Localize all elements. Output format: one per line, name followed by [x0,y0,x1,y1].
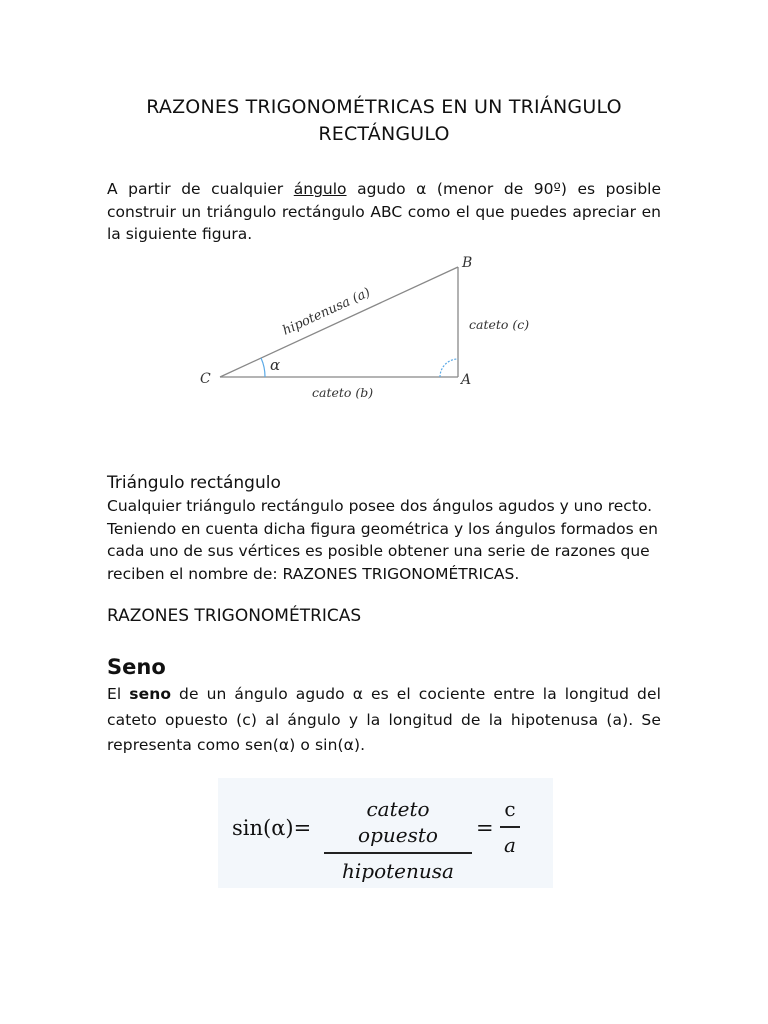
formula-fraction-short [500,796,520,858]
formula-denominator: hipotenusa [342,858,454,883]
formula-lhs: sin(α)= [232,816,312,840]
seno-bold-word: seno [129,685,172,703]
seno-body [107,682,661,759]
formula-fraction [324,796,472,884]
formula-den2: a [504,832,516,857]
hypotenuse-label: hipotenusa (a) [280,285,373,339]
title-line-2: RECTÁNGULO [318,123,450,145]
seno-heading: Seno [107,655,166,679]
vertex-c-label: C [200,371,211,387]
title-line-1: RAZONES TRIGONOMÉTRICAS EN UN TRIÁNGULO [146,96,622,118]
right-angle-arc [440,359,458,377]
seno-text: de un ángulo agudo α es el cociente entre la longitud del cateto opuesto (c) al ángulo y la longitud de la hipotenusa (a). Se representa como sen(α) o sin(α). [107,685,662,754]
page-title [100,94,668,148]
right-triangle-figure [190,245,530,415]
hypotenuse-line [220,267,458,377]
vertex-a-label: A [461,372,472,388]
razones-heading: RAZONES TRIGONOMÉTRICAS [107,606,362,626]
fraction-bar [324,852,472,854]
triangle-section-heading: Triángulo rectángulo [107,473,281,493]
seno-prefix: El [107,685,130,703]
angle-alpha-arc [261,358,265,377]
fraction-bar-2 [500,826,520,828]
triangle-section-body: Cualquier triángulo rectángulo posee dos ángulos agudos y uno recto. Teniendo en cuenta dicha figura geométrica y los ángulos formados en cada uno de sus vértices es posible obtener una serie de razones que reciben el nombre de: RAZONES TRIGONOMÉTRICAS. [107,497,658,583]
sine-formula-image [218,778,553,888]
formula-equals: = [476,816,494,840]
intro-text-before: A partir de cualquier [107,180,294,198]
angle-alpha-label: α [270,356,281,374]
vertex-b-label: B [462,255,473,271]
angulo-link[interactable]: ángulo [293,180,347,198]
intro-text-after: agudo α (menor de 90º) es posible construir un triángulo rectángulo ABC como el que puedes apreciar en la siguiente figura. [107,180,662,243]
formula-numerator: cateto opuesto [358,797,438,847]
vertical-leg-label: cateto (c) [469,317,530,332]
intro-paragraph [107,178,661,246]
formula-num2: c [504,797,516,821]
horizontal-leg-label: cateto (b) [312,385,374,400]
